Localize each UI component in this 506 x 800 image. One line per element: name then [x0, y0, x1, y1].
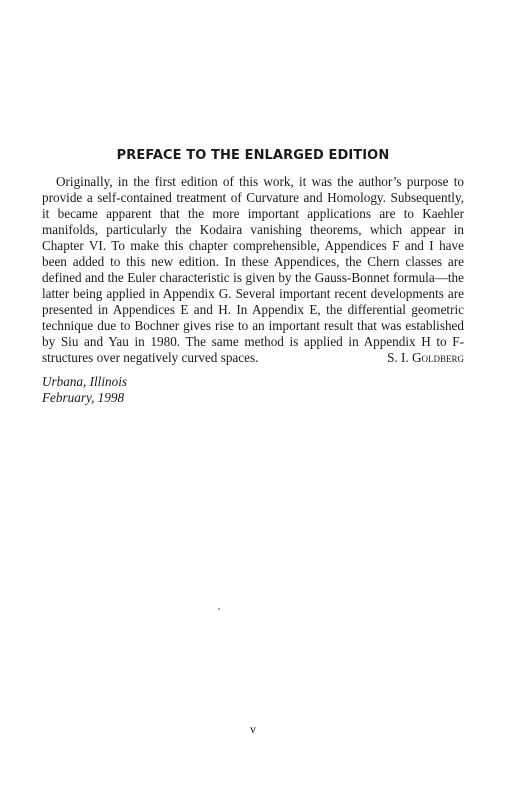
scan-speck — [218, 608, 220, 610]
page-number: v — [250, 722, 256, 736]
place-and-date — [42, 374, 127, 406]
preface-paragraph-text: Originally, in the first edition of this work, it was the author’s purpose to provide a self-contained treatment of Curvature and Homology. Subsequently, it became apparent that the more important applications are to Kaehler manifolds, particularly the Kodaira vanishing theorems, which appear in Chapter VI. To make this chapter comprehensible, Appendices F and I have been added to this new edition. In these Appendices, the Chern classes are defined and the Euler characteristic is given by the Gauss-Bonnet formula—the latter being applied in Appendix G. Several important recent developments are presented in Appendices E and H. In Appendix E, the differential geometric technique due to Bochner gives rise to an important result that was established by Siu and Yau in 1980. The same method is applied in Appendix H to F-structures over negatively curved spaces. — [42, 174, 464, 365]
place-line: Urbana, Illinois — [42, 374, 127, 389]
preface-title: PREFACE TO THE ENLARGED EDITION — [116, 148, 390, 163]
author-signature: S. I. Goldberg — [387, 350, 464, 365]
preface-paragraph — [42, 174, 464, 366]
date-line: February, 1998 — [42, 390, 125, 405]
